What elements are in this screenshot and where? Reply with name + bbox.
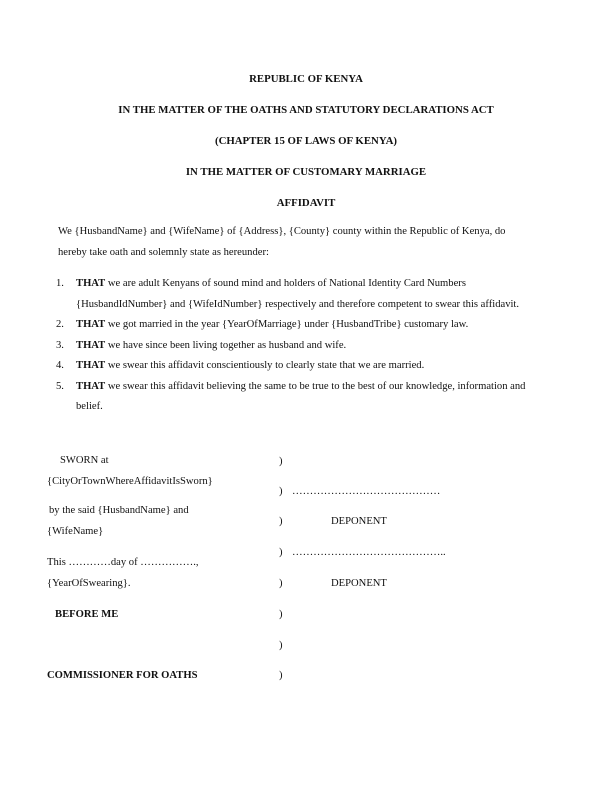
before-me: BEFORE ME: [55, 609, 119, 620]
clause-lead: THAT: [76, 360, 106, 371]
wife-name: {WifeName}: [47, 526, 104, 537]
deponent-label-2: DEPONENT: [331, 578, 387, 589]
clause-text: we got married in the year {YearOfMarriage} under {HusbandTribe} customary law.: [105, 319, 469, 330]
clause-text: we swear this affidavit conscientiously to clearly state that we are married.: [105, 360, 425, 371]
heading-act: IN THE MATTER OF THE OATHS AND STATUTORY DECLARATIONS ACT: [118, 104, 494, 116]
commissioner-for-oaths: COMMISSIONER FOR OATHS: [47, 670, 198, 681]
clause-item: 2. THAT we got married in the year {YearOfMarriage} under {HusbandTribe} customary law.: [56, 319, 469, 330]
by-the-said: by the said {HusbandName} and: [49, 505, 189, 516]
intro-paragraph: We {HusbandName} and {WifeName} of {Address}, {County} county within the Republic of Kenya, do hereby take oath and solemnly state as hereunder:: [58, 226, 506, 258]
signature-line-1: ……………………………………: [292, 486, 441, 497]
paren: ): [279, 456, 283, 467]
clause-list: [56, 274, 542, 418]
paren: ): [279, 547, 283, 558]
paren: ): [279, 578, 283, 589]
clause-lead: THAT: [76, 339, 106, 351]
clause-lead: THAT: [76, 319, 106, 330]
heading-matter: IN THE MATTER OF CUSTOMARY MARRIAGE: [185, 166, 427, 178]
sworn-place: {CityOrTownWhereAffidavitIsSworn}: [47, 476, 213, 487]
deponent-label-1: DEPONENT: [331, 516, 387, 527]
paren: ): [279, 516, 283, 527]
clause-text: we swear this affidavit believing the same to be true to the best of our knowledge, information and belief.: [76, 380, 526, 412]
this-day: This …………day of …………….,: [47, 557, 199, 568]
clause-lead: THAT: [76, 380, 106, 392]
paren: ): [279, 640, 283, 651]
clause-lead: THAT: [76, 278, 106, 289]
clause-text: we are adult Kenyans of sound mind and holders of National Identity Card Numbers {HusbandIdNumber} and {WifeIdNumber} respectively and therefore competent to swear this affidavit.: [76, 278, 520, 310]
clause-item: 5. THAT we swear this affidavit believing the same to be true to the best of our knowledge, information and belief.: [56, 380, 526, 412]
heading-chapter: (CHAPTER 15 OF LAWS OF KENYA): [214, 135, 398, 147]
paren: ): [279, 670, 283, 681]
heading-republic: REPUBLIC OF KENYA: [249, 73, 363, 85]
paren: ): [279, 486, 283, 497]
clause-text: we have since been living together as husband and wife.: [105, 339, 347, 351]
clause-item: 3. THAT we have since been living together as husband and wife.: [56, 339, 347, 351]
clause-item: 1. THAT we are adult Kenyans of sound mind and holders of National Identity Card Numbers {HusbandIdNumber} and {WifeIdNumber} respectively and therefore competent to swear this affidavit.: [56, 278, 520, 310]
signature-line-2: ……………………………………..: [292, 547, 446, 558]
clause-item: 4. THAT we swear this affidavit conscientiously to clearly state that we are married.: [56, 360, 425, 371]
paren: ): [279, 609, 283, 620]
sworn-at-label: SWORN at: [60, 455, 109, 466]
heading-affidavit: AFFIDAVIT: [276, 197, 336, 209]
year-of-swearing: {YearOfSwearing}.: [47, 578, 131, 589]
